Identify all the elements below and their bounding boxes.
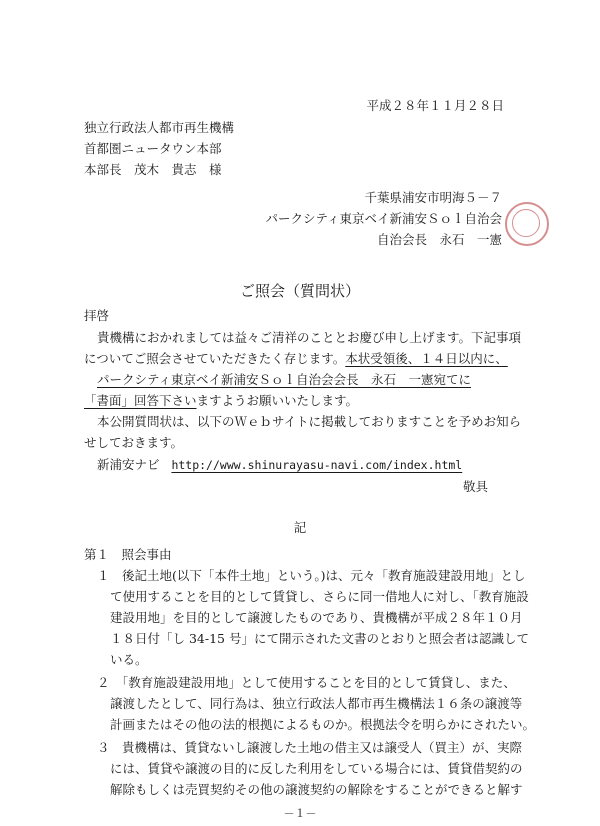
paragraph-line: 貴機構におかれましては益々ご清祥のこととお慶び申し上げます。下記事項 xyxy=(97,330,522,345)
sender-name: 自治会長 永石 一憲 xyxy=(376,232,502,247)
item-line: １ 後記土地(以下「本件土地」という。)は、元々「教育施設建設用地」とし xyxy=(97,568,526,583)
document-title: ご照会（質問状） xyxy=(239,282,360,300)
page-number: －１－ xyxy=(283,807,317,820)
recipient-organization: 独立行政法人都市再生機構 xyxy=(84,120,235,135)
website-label: 新浦安ナビ xyxy=(97,457,160,472)
document-date: 平成２８年１１月２８日 xyxy=(366,98,504,113)
item-line: いる。 xyxy=(110,652,148,667)
recipient-division: 首都圏ニュータウン本部 xyxy=(84,141,222,156)
website-reference xyxy=(97,459,462,472)
red-seal-stamp xyxy=(505,202,549,246)
paragraph-line: 「書面」回答下さいますようお願いいたします。 xyxy=(84,393,359,408)
item-line: ３ 貴機構は、賃貸ないし譲渡した土地の借主又は譲受人（買主）が、実際 xyxy=(97,740,523,755)
paragraph-line: 本公開質問状は、以下のＷｅｂサイトに掲載しておりますことを予めお知ら xyxy=(97,414,522,429)
ki-heading: 記 xyxy=(293,520,307,535)
recipient-name: 本部長 茂木 貴志 様 xyxy=(84,162,222,177)
underlined-written-reply: 「書面」回答下さい xyxy=(84,393,197,408)
sender-association: パークシティ東京ベイ新浦安Ｓｏｌ自治会 xyxy=(265,211,502,226)
paragraph-line: についてご照会させていただきたく存じます。本状受領後、１４日以内に、 xyxy=(84,351,508,366)
item-line: て使用することを目的として賃貸し、さらに同一借地人に対し、「教育施設 xyxy=(110,589,529,604)
underlined-addressee: パークシティ東京ベイ新浦安Ｓｏｌ自治会会長 永石 一憲宛てに xyxy=(97,372,472,387)
item-line: 解除もしくは売買契約その他の譲渡契約の解除をすることができると解す xyxy=(110,782,523,797)
sender-address: 千葉県浦安市明海５－７ xyxy=(364,190,502,205)
item-line: 建設用地」を目的として譲渡したものであり、貴機構が平成２８年１０月 xyxy=(110,610,523,625)
website-url-link[interactable]: http://www.shinurayasu-navi.com/index.html xyxy=(171,458,463,472)
item-line: ２ 「教育施設建設用地」として使用することを目的として賃貸し、また、 xyxy=(97,675,516,690)
salutation: 拝啓 xyxy=(84,308,110,323)
underlined-deadline: 本状受領後、１４日以内に、 xyxy=(345,351,508,366)
item-line: １８日付「し 34-15 号」にて開示された文書のとおりと照会者は認識して xyxy=(110,631,529,646)
item-line: には、賃貸や譲渡の目的に反した利用をしている場合には、賃貸借契約の xyxy=(110,761,523,776)
item-line: 譲渡したとして、同行為は、独立行政法人都市再生機構法１６条の譲渡等 xyxy=(110,696,523,711)
item-line: 計画またはその他の法的根拠によるものか。根拠法令を明らかにされたい。 xyxy=(110,717,536,732)
closing-keigu: 敬具 xyxy=(462,479,488,494)
section-heading: 第１ 照会事由 xyxy=(84,547,172,562)
paragraph-line: せしておきます。 xyxy=(84,435,184,450)
